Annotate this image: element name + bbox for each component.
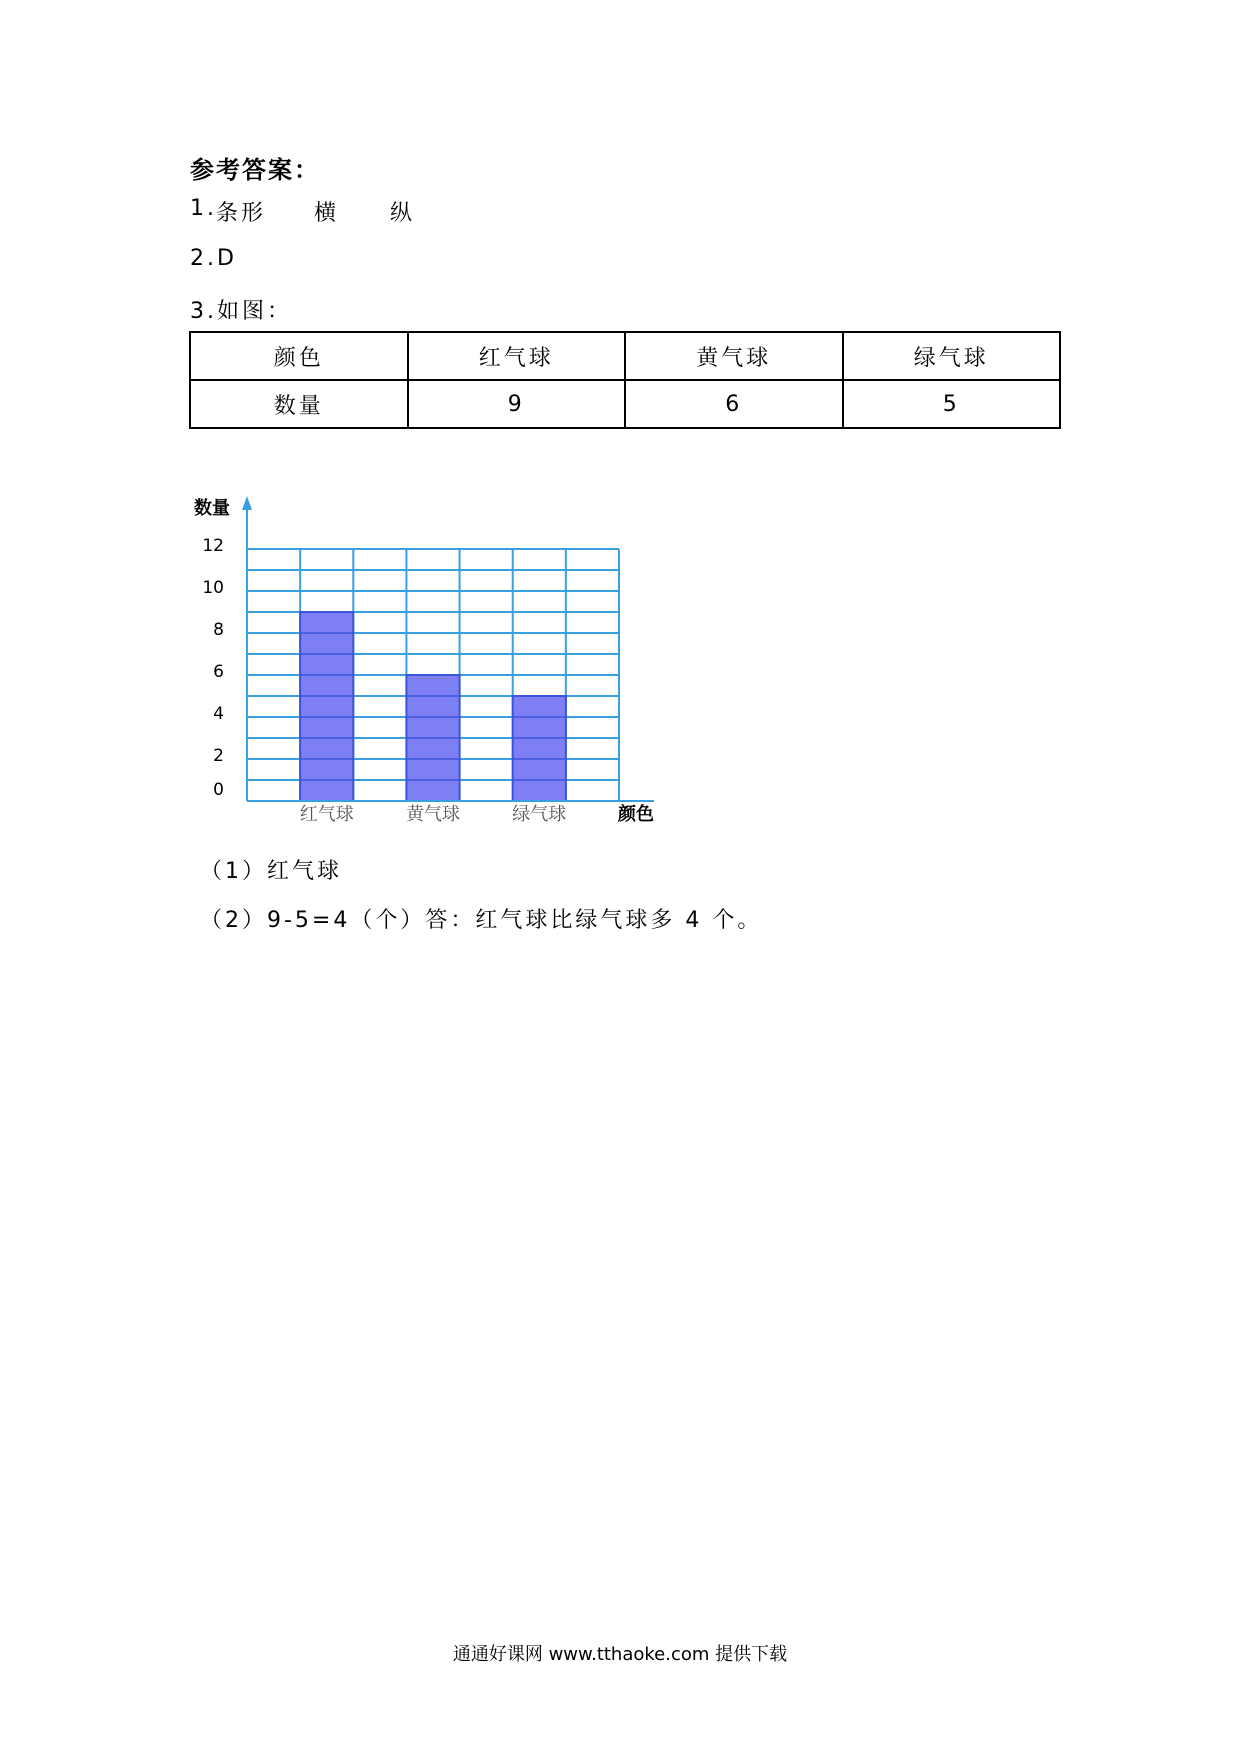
y-tick-label: 6 — [213, 662, 224, 682]
bar — [513, 696, 566, 801]
table-cell: 数量 — [190, 380, 408, 428]
table-cell: 颜色 — [190, 332, 408, 380]
table-cell: 5 — [843, 380, 1061, 428]
y-tick-label: 10 — [202, 578, 224, 598]
y-tick-label: 0 — [213, 780, 224, 800]
table-cell: 红气球 — [408, 332, 626, 380]
y-tick-label: 4 — [213, 704, 224, 724]
y-axis-label: 数量 — [194, 498, 230, 519]
sub-answer-2: （2）9-5=4（个）答：红气球比绿气球多 4 个。 — [200, 908, 763, 933]
y-tick-label: 2 — [213, 746, 224, 766]
answer-3: 3.如图： — [190, 299, 292, 324]
table-cell: 绿气球 — [843, 332, 1061, 380]
x-tick-label: 绿气球 — [512, 804, 567, 825]
table-cell: 6 — [625, 380, 843, 428]
y-tick-label: 12 — [202, 536, 224, 556]
answer-1-blank-1: 条形 — [216, 201, 267, 226]
table-cell: 黄气球 — [625, 332, 843, 380]
answer-2: 2.D — [190, 246, 237, 271]
sub-answer-1: （1）红气球 — [200, 859, 342, 884]
table-header-row — [190, 332, 1060, 380]
answer-1-blank-2: 横 — [314, 201, 340, 226]
table-data-row — [190, 380, 1060, 428]
answer-heading: 参考答案： — [190, 156, 320, 184]
bar — [300, 612, 353, 801]
balloon-bar-chart — [180, 486, 670, 836]
table-cell: 9 — [408, 380, 626, 428]
balloon-count-table — [189, 331, 1061, 429]
y-tick-label: 8 — [213, 620, 224, 640]
answer-1-blank-3: 纵 — [390, 201, 416, 226]
x-axis-label: 颜色 — [618, 804, 654, 825]
x-tick-label: 黄气球 — [406, 804, 460, 825]
answer-1-number: 1. — [190, 196, 217, 221]
footer-text: 通通好课网 www.tthaoke.com 提供下载 — [452, 1644, 788, 1665]
x-tick-label: 红气球 — [299, 804, 354, 825]
y-axis-arrow — [242, 496, 252, 510]
